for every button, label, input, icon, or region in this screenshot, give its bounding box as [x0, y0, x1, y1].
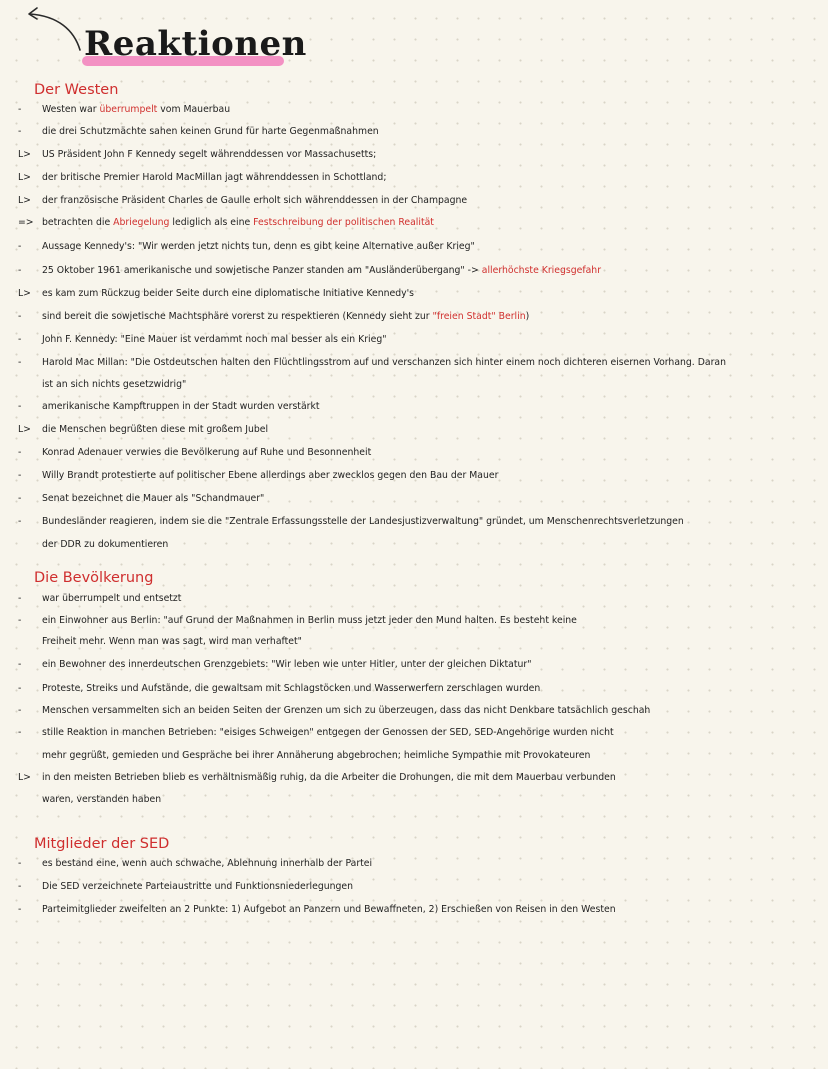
bullet-marker: L>	[18, 772, 31, 783]
note-text-after: lediglich als eine	[169, 217, 254, 228]
note-line	[18, 148, 376, 162]
bullet-marker: -	[18, 593, 22, 604]
bullet-marker: -	[18, 727, 22, 738]
note-text: ist an sich nichts gesetzwidrig"	[42, 379, 187, 390]
bullet-marker: L>	[18, 172, 31, 183]
note-line	[18, 125, 379, 139]
note-text: es kam zum Rückzug beider Seite durch eine diplomatische Initiative Kennedy's	[42, 288, 415, 299]
bullet-marker: L>	[18, 288, 31, 299]
note-line	[18, 635, 302, 649]
highlighted-text: allerhöchste Kriegsgefahr	[481, 265, 602, 276]
note-text: Konrad Adenauer verwies die Bevölkerung auf Ruhe und Besonnenheit	[42, 447, 372, 458]
note-line	[18, 310, 529, 324]
note-line	[18, 903, 616, 917]
section-heading-sed: Mitglieder der SED	[34, 836, 170, 852]
note-line	[18, 469, 498, 483]
note-text: der britische Premier Harold MacMillan jagt währenddessen in Schottland;	[42, 172, 387, 183]
note-line	[18, 592, 181, 606]
note-line	[18, 287, 414, 301]
note-line	[18, 515, 684, 529]
note-text: mehr gegrüßt, gemieden und Gespräche bei ihrer Annäherung abgebrochen; heimliche Sympathie mit Provokateuren	[42, 750, 591, 761]
note-line	[18, 538, 168, 552]
note-line	[18, 194, 467, 208]
section-heading-bevoelkerung: Die Bevölkerung	[34, 570, 154, 586]
bullet-marker: -	[18, 104, 22, 115]
note-text: war überrumpelt und entsetzt	[42, 593, 182, 604]
highlighted-text: "freien Stadt" Berlin	[432, 311, 526, 322]
note-text: betrachten die	[42, 217, 114, 228]
highlighted-text: Abriegelung	[113, 217, 170, 228]
note-text: 25 Oktober 1961 amerikanische und sowjetische Panzer standen am "Ausländerübergang" ->	[42, 265, 482, 276]
highlighted-text: überrumpelt	[99, 104, 158, 115]
note-text: in den meisten Betrieben blieb es verhältnismäßig ruhig, da die Arbeiter die Drohungen, die mit dem Mauerbau verbunden	[42, 772, 616, 783]
note-line	[18, 171, 386, 185]
bullet-marker: -	[18, 493, 22, 504]
note-text: Die SED verzeichnete Parteiaustritte und Funktionsniederlegungen	[42, 881, 354, 892]
bullet-marker: -	[18, 311, 22, 322]
note-text: Aussage Kennedy's: "Wir werden jetzt nichts tun, denn es gibt keine Alternative außer Krieg"	[42, 241, 475, 252]
note-text-after: vom Mauerbau	[157, 104, 231, 115]
note-text-after: )	[525, 311, 530, 322]
bullet-marker: =>	[18, 217, 34, 228]
note-text: ein Einwohner aus Berlin: "auf Grund der Maßnahmen in Berlin muss jetzt jeder den Mund halten. Es besteht keine	[42, 615, 577, 626]
note-text: Parteimitglieder zweifelten an 2 Punkte: 1) Aufgebot an Panzern und Bewaffneten, 2) Erschießen von Reisen in den Westen	[42, 904, 616, 915]
note-line	[18, 378, 186, 392]
note-text: die Menschen begrüßten diese mit großem Jubel	[42, 424, 269, 435]
note-line	[18, 264, 601, 278]
bullet-marker: L>	[18, 195, 31, 206]
note-line	[18, 726, 614, 740]
note-text: waren, verstanden haben	[42, 794, 162, 805]
note-text: Willy Brandt protestierte auf politischer Ebene allerdings aber zwecklos gegen den Bau der Mauer	[42, 470, 499, 481]
note-line	[18, 400, 320, 414]
bullet-marker: -	[18, 881, 22, 892]
note-text: stille Reaktion in manchen Betrieben: "eisiges Schweigen" entgegen der Genossen der SED, SED-Angehörige wurden nicht	[42, 727, 614, 738]
note-line	[18, 682, 540, 696]
highlighted-text: Festschreibung der politischen Realität	[253, 217, 434, 228]
note-text: US Präsident John F Kennedy segelt währenddessen vor Massachusetts;	[42, 149, 377, 160]
note-line	[18, 614, 577, 628]
note-text: Menschen versammelten sich an beiden Seiten der Grenzen um sich zu überzeugen, dass das nicht Denkbare tatsächlich geschah	[42, 705, 651, 716]
bullet-marker: L>	[18, 424, 31, 435]
note-line	[18, 333, 387, 347]
note-text: Bundesländer reagieren, indem sie die "Zentrale Erfassungsstelle der Landesjustizverwaltung" gründet, um Menschenrechtsverletzungen	[42, 516, 684, 527]
bullet-marker: -	[18, 334, 22, 345]
note-text: der französische Präsident Charles de Gaulle erholt sich währenddessen in der Champagne	[42, 195, 468, 206]
bullet-marker: -	[18, 683, 22, 694]
note-text: der DDR zu dokumentieren	[42, 539, 169, 550]
note-line	[18, 704, 650, 718]
note-text: ein Bewohner des innerdeutschen Grenzgebiets: "Wir leben wie unter Hitler, unter der gleichen Diktatur"	[42, 659, 532, 670]
note-text: Senat bezeichnet die Mauer als "Schandmauer"	[42, 493, 265, 504]
note-line	[18, 857, 372, 871]
note-line	[18, 793, 161, 807]
bullet-marker: -	[18, 447, 22, 458]
bullet-marker: -	[18, 858, 22, 869]
bullet-marker: -	[18, 615, 22, 626]
note-text: amerikanische Kampftruppen in der Stadt wurden verstärkt	[42, 401, 320, 412]
bullet-marker: -	[18, 470, 22, 481]
note-text: es bestand eine, wenn auch schwache, Ablehnung innerhalb der Partei	[42, 858, 373, 869]
note-line	[18, 880, 353, 894]
curved-arrow-icon	[22, 4, 86, 54]
note-text: sind bereit die sowjetische Machtsphäre vorerst zu respektieren (Kennedy sieht zur	[42, 311, 433, 322]
note-line	[18, 658, 532, 672]
note-line	[18, 492, 264, 506]
bullet-marker: -	[18, 265, 22, 276]
bullet-marker: -	[18, 357, 22, 368]
bullet-marker: -	[18, 516, 22, 527]
bullet-marker: -	[18, 904, 22, 915]
note-line	[18, 103, 230, 117]
bullet-marker: -	[18, 705, 22, 716]
note-line	[18, 423, 268, 437]
note-line	[18, 356, 726, 370]
note-text: Proteste, Streiks und Aufstände, die gewaltsam mit Schlagstöcken und Wasserwerfern zerschlagen wurden	[42, 683, 541, 694]
note-text: Harold Mac Millan: "Die Ostdeutschen halten den Flüchtlingsstrom auf und verschanzen sich hinter einem noch dichteren eisernen Vorhang. Daran	[42, 357, 726, 368]
section-heading-westen: Der Westen	[34, 82, 119, 98]
note-line	[18, 771, 616, 785]
bullet-marker: -	[18, 659, 22, 670]
note-line	[18, 216, 434, 230]
note-line	[18, 240, 475, 254]
bullet-marker: -	[18, 126, 22, 137]
note-text: die drei Schutzmächte sahen keinen Grund für harte Gegenmaßnahmen	[42, 126, 379, 137]
note-text: Freiheit mehr. Wenn man was sagt, wird man verhaftet"	[42, 636, 302, 647]
bullet-marker: -	[18, 241, 22, 252]
note-text: Westen war	[42, 104, 100, 115]
note-line	[18, 749, 590, 763]
bullet-marker: L>	[18, 149, 31, 160]
note-line	[18, 446, 371, 460]
page-title: Reaktionen	[84, 24, 307, 64]
note-text: John F. Kennedy: "Eine Mauer ist verdammt noch mal besser als ein Krieg"	[42, 334, 387, 345]
bullet-marker: -	[18, 401, 22, 412]
